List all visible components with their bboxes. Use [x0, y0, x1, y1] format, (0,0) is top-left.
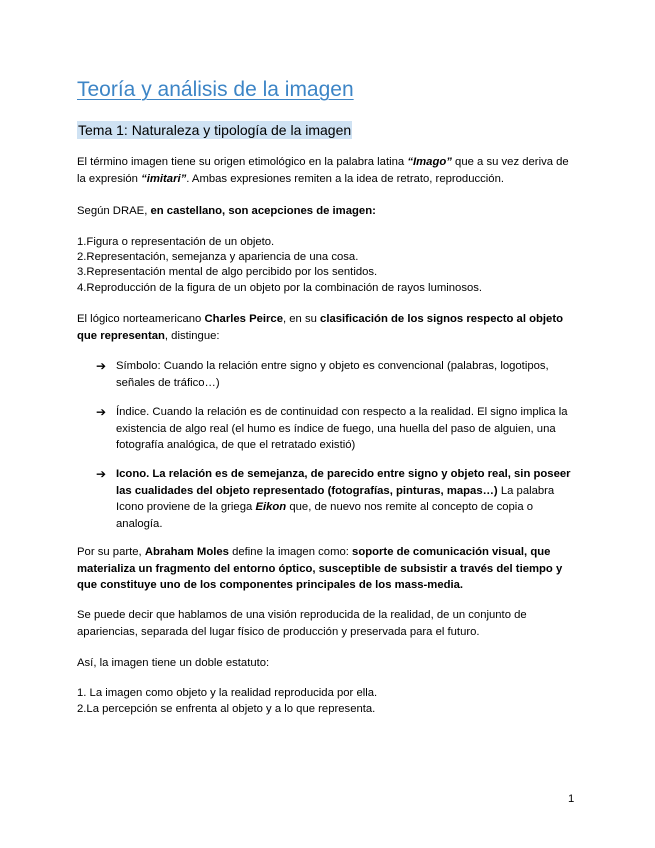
paragraph-estatuto: Así, la imagen tiene un doble estatuto:: [77, 657, 270, 669]
bullet-text: Índice. Cuando la relación es de continuidad con respecto a la realidad. El signo implica la existencia de algo real (el humo es índice de fuego, una huella del paso de alguien, una fotografía analógica, de que el retratado existió): [116, 406, 568, 452]
text: El término imagen tiene su origen etimológico en la palabra latina: [77, 156, 408, 168]
list-item: 1.Figura o representación de un objeto.: [77, 236, 275, 248]
text: que a su vez deriva de la expresión: [77, 156, 569, 185]
bold-text: clasificación de los signos respecto al objeto que representan: [77, 313, 564, 342]
arrow-right-icon: ➔: [96, 359, 107, 373]
text: Por su parte,: [77, 546, 145, 558]
section-heading: Tema 1: Naturaleza y tipología de la imagen: [78, 122, 352, 138]
bold-text: Icono. La relación es de semejanza, de parecido entre signo y objeto real, sin poseer las cualidades del objeto representado (fotografías, pinturas, mapas…): [116, 468, 571, 497]
text: La palabra Icono proviene de la griega: [116, 484, 555, 514]
author-name: Charles Peirce: [204, 313, 283, 325]
list-item: 2.La percepción se enfrenta al objeto y a lo que representa.: [77, 703, 376, 715]
arrow-right-icon: ➔: [96, 467, 107, 481]
emphasis-eikon: Eikon: [255, 501, 287, 514]
text: El lógico norteamericano: [77, 313, 205, 325]
text: , en su: [282, 313, 321, 325]
list-item: 4.Reproducción de la figura de un objeto por la combinación de rayos luminosos.: [77, 282, 483, 294]
text: , distingue:: [164, 329, 220, 342]
bullet-text: Símbolo: Cuando la relación entre signo y objeto es convencional (palabras, logotipos, señales de tráfico…): [116, 360, 549, 389]
arrow-right-icon: ➔: [96, 405, 107, 419]
paragraph-peirce: [77, 311, 577, 344]
text: que, de nuevo nos remite al concepto de copia o analogía.: [116, 501, 534, 530]
text: Según DRAE,: [77, 205, 151, 217]
document-title: Teoría y análisis de la imagen: [77, 78, 354, 101]
page-number: 1: [568, 793, 575, 805]
list-item: 2.Representación, semejanza y apariencia de una cosa.: [77, 251, 359, 263]
list-item: 1. La imagen como objeto y la realidad reproducida por ella.: [77, 687, 378, 699]
paragraph-vision: Se puede decir que hablamos de una visión reproducida de la realidad, de un conjunto de apariencias, separada del lugar físico de producción y preservada para el futuro.: [77, 609, 527, 638]
text: . Ambas expresiones remiten a la idea de retrato, reproducción.: [186, 172, 505, 185]
emphasis-imago: “Imago”: [407, 156, 452, 168]
author-name: Abraham Moles: [144, 546, 229, 558]
text: define la imagen como:: [228, 546, 353, 558]
bullet-text: [116, 466, 578, 532]
bold-text: soporte de comunicación visual, que materializa un fragmento del entorno óptico, susceptible de subsistir a través del tiempo y que constituye uno de los componentes principales de los mass-media.: [77, 546, 563, 592]
paragraph-etymology: [77, 154, 577, 187]
paragraph-drae: [77, 203, 577, 220]
emphasis-imitari: “imitari”: [141, 172, 187, 185]
paragraph-moles: [77, 544, 577, 594]
bold-text: en castellano, son acepciones de imagen:: [150, 205, 376, 217]
list-item: 3.Representación mental de algo percibido por los sentidos.: [77, 266, 378, 278]
